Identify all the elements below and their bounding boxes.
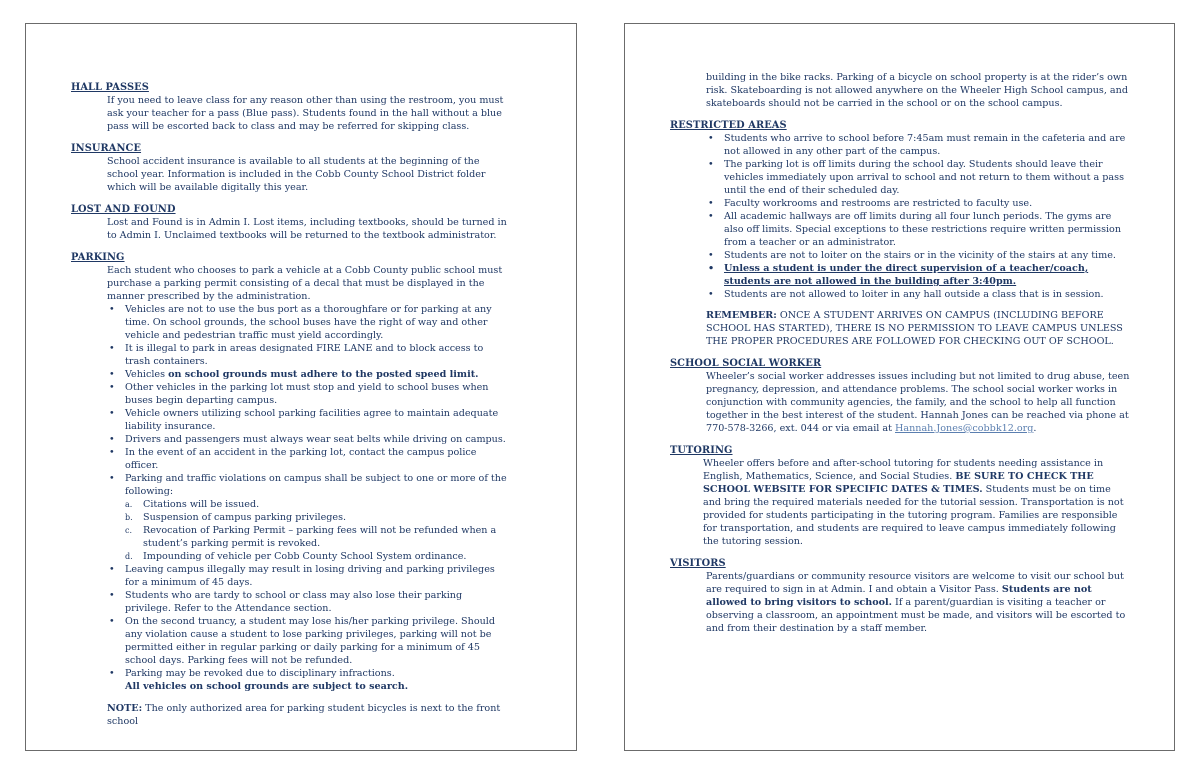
list-item bbox=[125, 472, 511, 563]
list-item: • Students who arrive to school before 7:45am must remain in the cafeteria and are not allowed in any other part of the campus. bbox=[724, 132, 1130, 158]
visitors-body-end: If a parent/guardian is visiting a teacher or observing a classroom, an appointment must be made, and visitors will be escorted to and from their destination by a staff member. bbox=[706, 597, 1126, 634]
social-worker-section bbox=[670, 357, 1130, 435]
note-label: NOTE: bbox=[107, 703, 143, 714]
list-item: • Students are not allowed to loiter in any hall outside a class that is in session. bbox=[724, 288, 1130, 301]
sub-list-marker: d. bbox=[125, 552, 133, 561]
visitors-notice: Students are not allowed to bring visitors to school. bbox=[706, 584, 1092, 608]
sub-list-text: Citations will be issued. bbox=[143, 499, 260, 510]
visitors-section bbox=[670, 557, 1130, 635]
lost-found-section bbox=[71, 203, 511, 242]
hall-passes-heading: HALL PASSES bbox=[71, 82, 149, 93]
sub-list-marker: b. bbox=[125, 513, 133, 522]
sub-list-item bbox=[125, 550, 511, 563]
tutoring-body-end: Students must be on time and bring the required materials needed for the tutorial session. Transportation is not provided for students participating in the tutoring program. Families are responsible for transportation, and students are required to leave campus immediately following the tutoring session. bbox=[703, 484, 1124, 547]
list-item: • Leaving campus illegally may result in losing driving and parking privileges for a minimum of 45 days. bbox=[125, 563, 511, 589]
parking-heading: PARKING bbox=[71, 252, 125, 263]
list-item-text: Vehicles bbox=[125, 369, 169, 380]
list-item: • The parking lot is off limits during the school day. Students should leave their vehicles immediately upon arrival to school and not return to them without a pass until the end of their scheduled day. bbox=[724, 158, 1130, 197]
visitors-text bbox=[670, 570, 1130, 635]
sub-list-text: Impounding of vehicle per Cobb County School System ordinance. bbox=[143, 551, 467, 562]
list-item-text: Parking and traffic violations on campus shall be subject to one or more of the following: bbox=[125, 473, 507, 497]
social-worker-text bbox=[670, 370, 1130, 435]
sub-list-marker: a. bbox=[125, 500, 133, 509]
speed-limit-text: on school grounds must adhere to the posted speed limit. bbox=[168, 369, 479, 380]
list-item: • Vehicle owners utilizing school parking facilities agree to maintain adequate liability insurance. bbox=[125, 407, 511, 433]
hall-passes-text: If you need to leave class for any reason other than using the restroom, you must ask your teacher for a pass (Blue pass). Students found in the hall without a blue pass will be escorted back to class and may be referred for skipping class. bbox=[107, 95, 504, 132]
list-item: • Faculty workrooms and restrooms are restricted to faculty use. bbox=[724, 197, 1130, 210]
social-worker-heading: SCHOOL SOCIAL WORKER bbox=[670, 358, 822, 369]
restricted-areas-list bbox=[670, 132, 1130, 301]
social-worker-email-link[interactable]: Hannah.Jones@cobbk12.org bbox=[895, 423, 1034, 434]
right-page bbox=[624, 23, 1175, 751]
list-item: • Students who are tardy to school or class may also lose their parking privilege. Refer to the Attendance section. bbox=[125, 589, 511, 615]
search-notice-text: All vehicles on school grounds are subject to search. bbox=[125, 681, 409, 692]
penalties-list bbox=[125, 498, 511, 563]
right-column bbox=[670, 71, 1130, 644]
tutoring-website-notice: BE SURE TO CHECK THE SCHOOL WEBSITE FOR SPECIFIC DATES & TIMES. bbox=[703, 471, 1094, 495]
sub-list-text: Suspension of campus parking privileges. bbox=[143, 512, 347, 523]
sub-list-marker: c. bbox=[125, 526, 133, 535]
restricted-areas-section bbox=[670, 119, 1130, 348]
restricted-areas-heading: RESTRICTED AREAS bbox=[670, 120, 787, 131]
list-item bbox=[125, 368, 511, 381]
hall-passes-section bbox=[71, 81, 511, 133]
left-page bbox=[25, 23, 577, 751]
social-worker-end: . bbox=[1033, 423, 1037, 434]
sub-list-text: Revocation of Parking Permit – parking fees will not be refunded when a student’s parking permit is revoked. bbox=[143, 525, 497, 549]
lost-found-text: Lost and Found is in Admin I. Lost items, including textbooks, should be turned in to Admin I. Unclaimed textbooks will be returned to the textbook administrator. bbox=[107, 217, 507, 241]
list-item bbox=[125, 667, 511, 693]
social-worker-body: Wheeler’s social worker addresses issues including but not limited to drug abuse, teen pregnancy, depression, and attendance problems. The school social worker works in conjunction with community agencies, the family, and the school to help all function together in the best interest of the student. Hannah Jones can be reached via phone at 770-578-3266, ext. 044 or via email at bbox=[706, 371, 1130, 434]
visitors-heading: VISITORS bbox=[670, 558, 726, 569]
tutoring-heading: TUTORING bbox=[670, 445, 733, 456]
insurance-section bbox=[71, 142, 511, 194]
parking-intro: Each student who chooses to park a vehicle at a Cobb County public school must purchase a parking permit consisting of a decal that must be displayed in the manner prescribed by the administration. bbox=[107, 265, 503, 302]
visitors-body: Parents/guardians or community resource visitors are welcome to visit our school but are required to sign in at Admin. I and obtain a Visitor Pass. bbox=[706, 571, 1124, 595]
left-column bbox=[71, 81, 511, 737]
remember-text: ONCE A STUDENT ARRIVES ON CAMPUS (INCLUDING BEFORE SCHOOL HAS STARTED), THERE IS NO PERMISSION TO LEAVE CAMPUS UNLESS THE PROPER PROCEDURES ARE FOLLOWED FOR CHECKING OUT OF SCHOOL. bbox=[706, 310, 1123, 347]
list-item-text: Parking may be revoked due to disciplinary infractions. bbox=[125, 668, 395, 679]
tutoring-body: Wheeler offers before and after-school tutoring for students needing assistance in English, Mathematics, Science, and Social Studies. bbox=[703, 458, 1104, 482]
insurance-heading: INSURANCE bbox=[71, 143, 142, 154]
bicycle-note-continuation: building in the bike racks. Parking of a bicycle on school property is at the rider’s own risk. Skateboarding is not allowed anywhere on the Wheeler High School campus, and skateboards should not be carried in the school or on the school campus. bbox=[706, 72, 1128, 109]
note-text: The only authorized area for parking student bicycles is next to the front school bbox=[107, 703, 501, 727]
list-item: • It is illegal to park in areas designated FIRE LANE and to block access to trash containers. bbox=[125, 342, 511, 368]
remember-label: REMEMBER: bbox=[706, 310, 777, 321]
remember-note bbox=[670, 309, 1130, 348]
lost-found-heading: LOST AND FOUND bbox=[71, 204, 176, 215]
list-item: • Vehicles are not to use the bus port as a thoroughfare or for parking at any time. On school grounds, the school buses have the right of way and other vehicle and pedestrian traffic must yield accordingly. bbox=[125, 303, 511, 342]
bicycle-note bbox=[71, 702, 511, 728]
sub-list-item bbox=[125, 511, 511, 524]
tutoring-section bbox=[670, 444, 1130, 548]
list-item: • Unless a student is under the direct supervision of a teacher/coach, students are not allowed in the building after 3:40pm. bbox=[724, 262, 1130, 288]
list-item: • All academic hallways are off limits during all four lunch periods. The gyms are also off limits. Special exceptions to these restrictions require written permission from a teacher or an administrator. bbox=[724, 210, 1130, 249]
parking-section bbox=[71, 251, 511, 728]
list-item: • On the second truancy, a student may lose his/her parking privilege. Should any violation cause a student to lose parking privileges, parking will not be permitted either in regular parking or daily parking for a minimum of 45 school days. Parking fees will not be refunded. bbox=[125, 615, 511, 667]
parking-list bbox=[71, 303, 511, 693]
list-item: • Students are not to loiter on the stairs or in the vicinity of the stairs at any time. bbox=[724, 249, 1130, 262]
tutoring-text bbox=[670, 457, 1130, 548]
insurance-text: School accident insurance is available to all students at the beginning of the school year. Information is included in the Cobb County School District folder which will be available digitally this year. bbox=[107, 156, 486, 193]
sub-list-item bbox=[125, 524, 511, 550]
sub-list-item bbox=[125, 498, 511, 511]
list-item: • Other vehicles in the parking lot must stop and yield to school buses when buses begin departing campus. bbox=[125, 381, 511, 407]
list-item: • Drivers and passengers must always wear seat belts while driving on campus. bbox=[125, 433, 511, 446]
list-item: • In the event of an accident in the parking lot, contact the campus police officer. bbox=[125, 446, 511, 472]
